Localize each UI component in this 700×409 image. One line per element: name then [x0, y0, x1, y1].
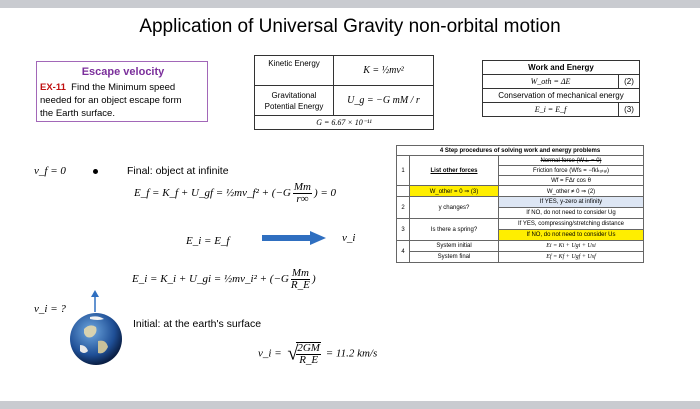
result-left: v_i = — [258, 347, 282, 360]
earth-icon — [68, 311, 124, 367]
result-num: 2GM — [297, 342, 320, 354]
system-initial-eq: Ei = Ki + Ugi + Usi — [499, 241, 644, 252]
sqrt-group — [287, 342, 323, 366]
escape-line-2: needed for an object escape form — [40, 95, 182, 106]
step-num-4: 4 — [397, 241, 410, 263]
slide-title: Application of Universal Gravity non-orbital motion — [139, 16, 561, 37]
step-item-1a: Normal force (W⊥ = 0) — [499, 156, 644, 166]
vi-question-label: v_i = ? — [34, 303, 66, 315]
result-fraction — [296, 342, 321, 366]
right-arrow-icon — [262, 231, 326, 245]
escape-heading: Escape velocity — [81, 66, 165, 78]
step-num-3: 3 — [397, 219, 410, 241]
vi-arrow-label: v_i — [342, 232, 356, 244]
conservation-label: Conservation of mechanical energy — [483, 89, 640, 103]
ef-equation — [134, 182, 336, 205]
ei-ef-equation: E_i = E_f — [186, 235, 230, 247]
escape-line-3: the Earth surface. — [40, 108, 115, 119]
final-label: Final: object at infinite — [127, 165, 229, 177]
energy-table — [254, 55, 434, 130]
ef-eq-left: E_f = K_f + U_gf = ½mv_f² + (−G — [134, 187, 291, 200]
exercise-code: EX-11 — [40, 82, 66, 93]
ei-num: Mm — [291, 267, 309, 279]
escape-text-1: Find the Minimum speed — [71, 82, 176, 93]
ke-label: Kinetic Energy — [255, 56, 334, 86]
vf-label: v_f = 0 — [34, 165, 66, 177]
gpe-label — [255, 86, 334, 116]
ef-eq-end: ) = 0 — [313, 187, 337, 200]
gpe-label-1: Gravitational — [271, 90, 317, 100]
result-equation — [258, 342, 377, 366]
work-header: Work and Energy — [483, 61, 640, 75]
ei-fraction — [291, 268, 310, 291]
up-arrow-icon — [86, 290, 104, 312]
result-den: R_E — [299, 354, 319, 366]
ef-fraction — [293, 182, 312, 205]
work-eq-num-1: (2) — [619, 75, 640, 89]
ef-num: Mm — [293, 181, 311, 193]
step-item-3a: If YES, compressing/stretching distance — [499, 219, 644, 230]
ei-eq-end: ) — [311, 273, 316, 286]
ei-den: R_E — [290, 279, 310, 291]
gpe-formula: U_g = −G mM / r — [334, 86, 434, 116]
system-final-label: System final — [410, 252, 499, 263]
work-formula-2: E_i = E_f — [483, 103, 619, 117]
escape-velocity-box — [36, 61, 208, 122]
g-constant: G = 6.67 × 10⁻¹¹ — [255, 116, 434, 130]
ke-formula: K = ½mv² — [334, 56, 434, 86]
initial-label: Initial: at the earth's surface — [133, 318, 262, 330]
system-final-eq: Ef = Kf + Ugf + Usf — [499, 252, 644, 263]
ei-equation — [132, 268, 316, 291]
steps-header: 4 Step procedures of solving work and energy problems — [397, 146, 644, 156]
ei-eq-left: E_i = K_i + U_gi = ½mv_i² + (−G — [132, 273, 289, 286]
gpe-label-2: Potential Energy — [264, 101, 324, 111]
result-right: = 11.2 km/s — [325, 347, 378, 360]
step-label-1: List other forces — [410, 156, 499, 186]
step-item-1c: Wf = FΔr cos θ — [499, 176, 644, 186]
sqrt-icon: √ — [287, 342, 299, 365]
work-eq-num-2: (3) — [619, 103, 640, 117]
w-other-nonzero: W_other ≠ 0 ⇒ (2) — [499, 186, 644, 197]
step-item-2b: If NO, do not need to consider Ug — [499, 208, 644, 219]
top-bar — [0, 0, 700, 8]
step-label-3: Is there a spring? — [410, 219, 499, 241]
ef-den: r∞ — [296, 193, 309, 205]
system-initial-label: System initial — [410, 241, 499, 252]
escape-line-1 — [40, 82, 175, 93]
bottom-bar — [0, 401, 700, 409]
object-dot — [93, 169, 98, 174]
step-item-1b: Friction force (Wfs = −fklₜₒₜₐₗ) — [499, 166, 644, 176]
work-formula-1: W_oth = ΔE — [483, 75, 619, 89]
step-label-2: y changes? — [410, 197, 499, 219]
step-num-1: 1 — [397, 156, 410, 186]
step-item-3b: If NO, do not need to consider Us — [499, 230, 644, 241]
work-energy-table — [482, 60, 640, 117]
steps-table — [396, 145, 644, 263]
step-num-2: 2 — [397, 197, 410, 219]
step-item-2a: If YES, y-zero at infinity — [499, 197, 644, 208]
w-other-zero: W_other = 0 ⇒ (3) — [410, 186, 499, 197]
